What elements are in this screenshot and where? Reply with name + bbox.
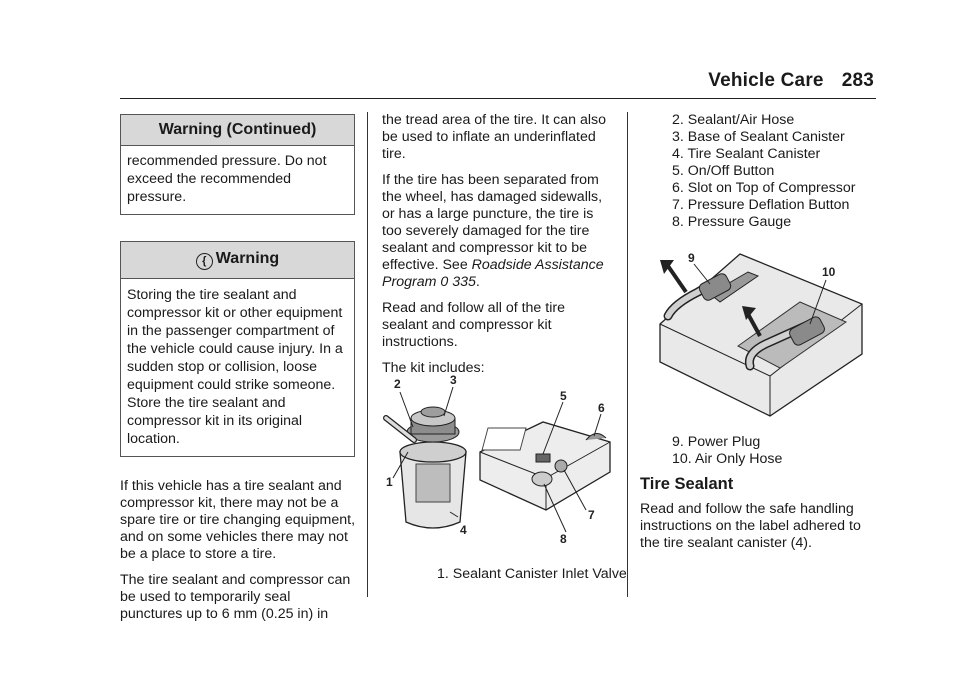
fig-label-4: 4 [460, 523, 467, 537]
list-item: 7. Pressure Deflation Button [672, 197, 850, 213]
fig-label-7: 7 [588, 508, 595, 522]
paragraph-kit-includes: The kit includes: [382, 360, 485, 376]
warning-icon: { [196, 253, 213, 270]
kit-illustration [378, 372, 618, 548]
roadside-link[interactable]: Roadside Assistance Program [382, 257, 604, 290]
column-divider-1 [367, 112, 368, 597]
fig-label-3: 3 [450, 373, 457, 387]
list-item: 3. Base of Sealant Canister [672, 129, 845, 145]
kit-items-list [672, 112, 882, 231]
middle-column [382, 112, 614, 386]
list-item: 6. Slot on Top of Compressor [672, 180, 856, 196]
damage-end: . [475, 274, 480, 290]
page-ref: 0 335 [440, 274, 476, 290]
page-number: 283 [841, 70, 874, 91]
fig-label-1: 1 [386, 475, 393, 489]
fig-label-10: 10 [822, 265, 836, 279]
page-header [690, 70, 874, 92]
paragraph-sealant-use: The tire sealant and compressor can be used to temporarily seal punctures up to 6 mm (0.25 in) in [120, 572, 351, 622]
left-column [120, 114, 355, 632]
subheading-tire-sealant: Tire Sealant [640, 475, 734, 493]
section-title: Vehicle Care [708, 70, 824, 91]
warning-title-text: Warning [215, 250, 280, 267]
warning-continued-box [120, 114, 355, 215]
warning-body: Storing the tire sealant and compressor kit or other equipment in the passenger compartment of the vehicle could cause injury. In a sudden stop or collision, loose equipment could strike someone. Store the tire sealant and compressor kit in its original location. [127, 287, 343, 447]
fig-caption-item1: 1. Sealant Canister Inlet Valve [437, 566, 627, 582]
list-item: 9. Power Plug [672, 434, 761, 450]
fig-label-2: 2 [394, 377, 401, 391]
column-divider-2 [627, 112, 628, 597]
right-column-bottom [672, 434, 882, 468]
list-item: 8. Pressure Gauge [672, 214, 792, 230]
list-item: 5. On/Off Button [672, 163, 775, 179]
fig-label-9: 9 [688, 251, 695, 265]
header-rule [120, 98, 876, 99]
warning-continued-body: recommended pressure. Do not exceed the recommended pressure. [127, 153, 327, 205]
paragraph-tread: the tread area of the tire. It can also be used to inflate an underinflated tire. [382, 112, 606, 162]
fig-label-5: 5 [560, 389, 567, 403]
paragraph-damage [382, 172, 614, 291]
plug-items-list [672, 434, 882, 468]
list-item: 4. Tire Sealant Canister [672, 146, 821, 162]
tire-sealant-section [640, 466, 876, 561]
paragraph-instructions: Read and follow all of the tire sealant and compressor kit instructions. [382, 300, 565, 350]
warning-title [121, 242, 354, 279]
list-item: 10. Air Only Hose [672, 451, 783, 467]
list-item: 2. Sealant/Air Hose [672, 112, 795, 128]
warning-continued-title: Warning (Continued) [121, 115, 354, 146]
fig-label-8: 8 [560, 532, 567, 546]
compressor-illustration [650, 244, 870, 424]
right-column-list [672, 112, 882, 231]
fig-label-6: 6 [598, 401, 605, 415]
warning-box [120, 241, 355, 457]
damage-text: If the tire has been separated from the wheel, has damaged sidewalls, or has a large puncture, the tire is too severely damaged for the tire sealant and compressor kit to be effective. See [382, 172, 603, 273]
paragraph-safe-handling: Read and follow the safe handling instructions on the label adhered to the tire sealant canister (4). [640, 501, 861, 551]
paragraph-kit-info: If this vehicle has a tire sealant and compressor kit, there may not be a spare tire or tire changing equipment, and on some vehicles there may not be a place to store a tire. [120, 478, 356, 562]
